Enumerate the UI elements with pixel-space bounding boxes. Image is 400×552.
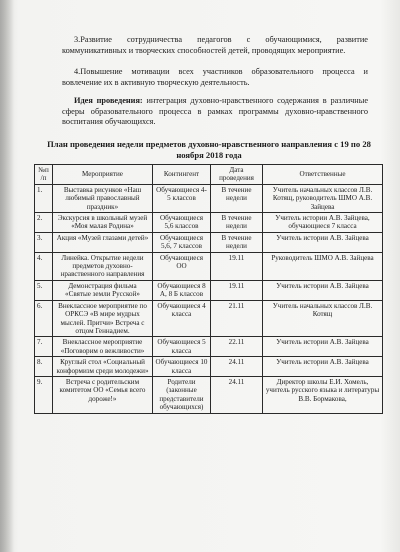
paragraph-idea: [62, 96, 368, 128]
cell-contingent: Обучающиеся 4 класса: [153, 300, 211, 337]
cell-number: 8.: [35, 357, 53, 377]
table-row: [35, 213, 383, 233]
cell-number: 6.: [35, 300, 53, 337]
cell-contingent: Обучающиеся 10 класса: [153, 357, 211, 377]
header-date: Дата проведения: [211, 165, 263, 185]
cell-contingent: Обучающиеся 5,6 классов: [153, 213, 211, 233]
cell-date: 24.11: [211, 357, 263, 377]
scan-shadow: [0, 0, 14, 552]
table-row: [35, 376, 383, 413]
cell-responsible: Учитель истории А.В. Зайцева, обучающиеся 7 класса: [263, 213, 383, 233]
table-row: [35, 300, 383, 337]
table-row: [35, 184, 383, 212]
cell-contingent: Обучающиеся 4-5 классов: [153, 184, 211, 212]
table-row: [35, 280, 383, 300]
cell-date: 21.11: [211, 300, 263, 337]
table-header-row: [35, 165, 383, 185]
cell-responsible: Учитель истории А.В. Зайцева: [263, 280, 383, 300]
paragraph-goal-3: 3.Развитие сотрудничества педагогов с обучающимися, развитие коммуникативных и творческих способностей детей, проводящих мероприятие.: [62, 35, 368, 55]
cell-number: 3.: [35, 232, 53, 252]
cell-date: 19.11: [211, 252, 263, 280]
cell-responsible: Учитель истории А.В. Зайцева: [263, 357, 383, 377]
cell-contingent: Обучающиеся 5,6, 7 классов: [153, 232, 211, 252]
cell-responsible: Директор школы Е.И. Хомель, учитель русского языка и литературы В.В. Бормакова,: [263, 376, 383, 413]
idea-text: интеграция духовно-нравственного содержания в различные сферы образовательного процесса в рамках программы духовно-нравственного воспитания обучающихся.: [62, 96, 368, 127]
table-row: [35, 232, 383, 252]
cell-date: В течение недели: [211, 232, 263, 252]
table-row: [35, 252, 383, 280]
cell-contingent: Родители (законные представители обучающихся): [153, 376, 211, 413]
cell-responsible: Учитель начальных классов Л.В. Котящ, руководитель ШМО А.В. Зайцева: [263, 184, 383, 212]
header-number: №п /п: [35, 165, 53, 185]
idea-label: Идея проведения:: [74, 96, 143, 105]
cell-event: Экскурсия в школьный музей «Моя малая Родина»: [53, 213, 153, 233]
header-event: Мероприятие: [53, 165, 153, 185]
cell-number: 9.: [35, 376, 53, 413]
table-row: [35, 337, 383, 357]
cell-number: 4.: [35, 252, 53, 280]
cell-event: Внеклассное мероприятие по ОРКСЭ «В мире мудрых мыслей. Притчи» Встреча с отцом Геннадием.: [53, 300, 153, 337]
header-responsible: Ответственные: [263, 165, 383, 185]
cell-date: 24.11: [211, 376, 263, 413]
header-contingent: Контингент: [153, 165, 211, 185]
cell-number: 7.: [35, 337, 53, 357]
cell-event: Внеклассное мероприятие «Поговорим о вежливости»: [53, 337, 153, 357]
cell-event: Акция «Музей глазами детей»: [53, 232, 153, 252]
cell-contingent: Обучающиеся ОО: [153, 252, 211, 280]
cell-date: В течение недели: [211, 213, 263, 233]
plan-heading: План проведения недели предметов духовно-нравственного направления с 19 по 28 ноября 2018 года: [47, 139, 371, 160]
cell-date: 22.11: [211, 337, 263, 357]
cell-responsible: Учитель истории А.В. Зайцева: [263, 232, 383, 252]
cell-responsible: Руководитель ШМО А.В. Зайцева: [263, 252, 383, 280]
cell-number: 1.: [35, 184, 53, 212]
table-row: [35, 357, 383, 377]
cell-responsible: Учитель начальных классов Л.В. Котящ: [263, 300, 383, 337]
cell-responsible: Учитель истории А.В. Зайцева: [263, 337, 383, 357]
cell-contingent: Обучающиеся 5 класса: [153, 337, 211, 357]
cell-event: Линейка. Открытие недели предметов духовно-нравственного направления: [53, 252, 153, 280]
cell-contingent: Обучающиеся 8 А, 8 Б классов: [153, 280, 211, 300]
paragraph-goal-4: 4.Повышение мотивации всех участников образовательного процесса и вовлечение их в активную творческую деятельность.: [62, 67, 368, 87]
cell-event: Выставка рисунков «Наш любимый православный праздник»: [53, 184, 153, 212]
plan-table: [34, 164, 383, 414]
cell-event: Круглый стол «Социальный конформизм среди молодежи»: [53, 357, 153, 377]
cell-number: 2.: [35, 213, 53, 233]
cell-number: 5.: [35, 280, 53, 300]
cell-date: 19.11: [211, 280, 263, 300]
cell-event: Демонстрация фильма «Святые земли Русской»: [53, 280, 153, 300]
cell-date: В течение недели: [211, 184, 263, 212]
cell-event: Встреча с родительским комитетом ОО «Семья всего дороже!»: [53, 376, 153, 413]
